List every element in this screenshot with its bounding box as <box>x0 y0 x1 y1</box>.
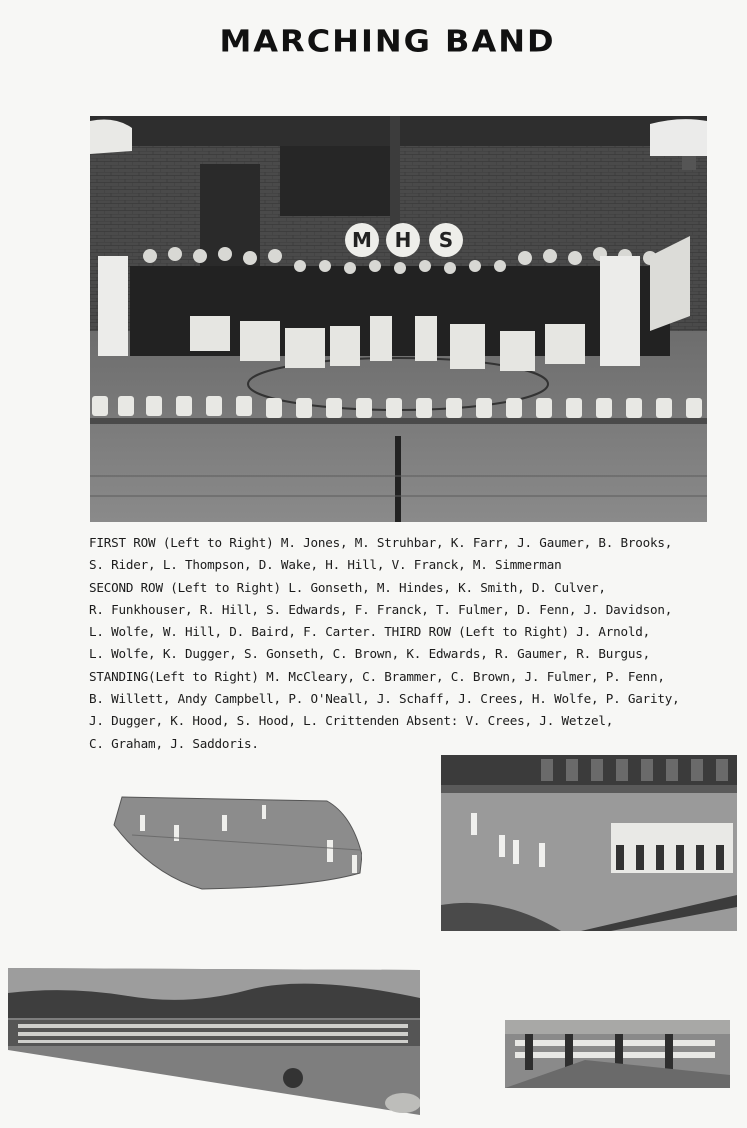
banner-letter-m: M <box>352 228 372 252</box>
field-performance-photo <box>441 755 737 931</box>
banner-letter-h: H <box>394 228 412 252</box>
drill-practice-photo <box>112 795 362 890</box>
caption-line: C. Graham, J. Saddoris. <box>89 735 259 751</box>
caption-line: L. Wolfe, K. Dugger, S. Gonseth, C. Brown, K. Edwards, R. Gaumer, R. Burgus, <box>89 646 651 662</box>
caption-line: J. Dugger, K. Hood, S. Hood, L. Crittenden Absent: V. Crees, J. Wetzel, <box>89 713 614 729</box>
parade-photo <box>8 968 420 1115</box>
caption-line: STANDING(Left to Right) M. McCleary, C. Brammer, C. Brown, J. Fulmer, P. Fenn, <box>89 668 665 684</box>
band-member-caption <box>89 532 729 755</box>
caption-line: S. Rider, L. Thompson, D. Wake, H. Hill, V. Franck, M. Simmerman <box>89 557 562 573</box>
caption-line: B. Willett, Andy Campbell, P. O'Neall, J. Schaff, J. Crees, H. Wolfe, P. Garity, <box>89 691 680 707</box>
caption-line: FIRST ROW (Left to Right) M. Jones, M. Struhbar, K. Farr, J. Gaumer, B. Brooks, <box>89 535 673 550</box>
caption-line: SECOND ROW (Left to Right) L. Gonseth, M. Hindes, K. Smith, D. Culver, <box>89 579 606 595</box>
caption-line: L. Wolfe, W. Hill, D. Baird, F. Carter. THIRD ROW (Left to Right) J. Arnold, <box>89 624 651 640</box>
grandstand-photo <box>505 1020 730 1088</box>
page-title: MARCHING BAND <box>219 22 556 60</box>
band-group-photo <box>90 116 707 522</box>
caption-line: R. Funkhouser, R. Hill, S. Edwards, F. Franck, T. Fulmer, D. Fenn, J. Davidson, <box>89 601 673 617</box>
banner-letter-s: S <box>438 228 454 252</box>
